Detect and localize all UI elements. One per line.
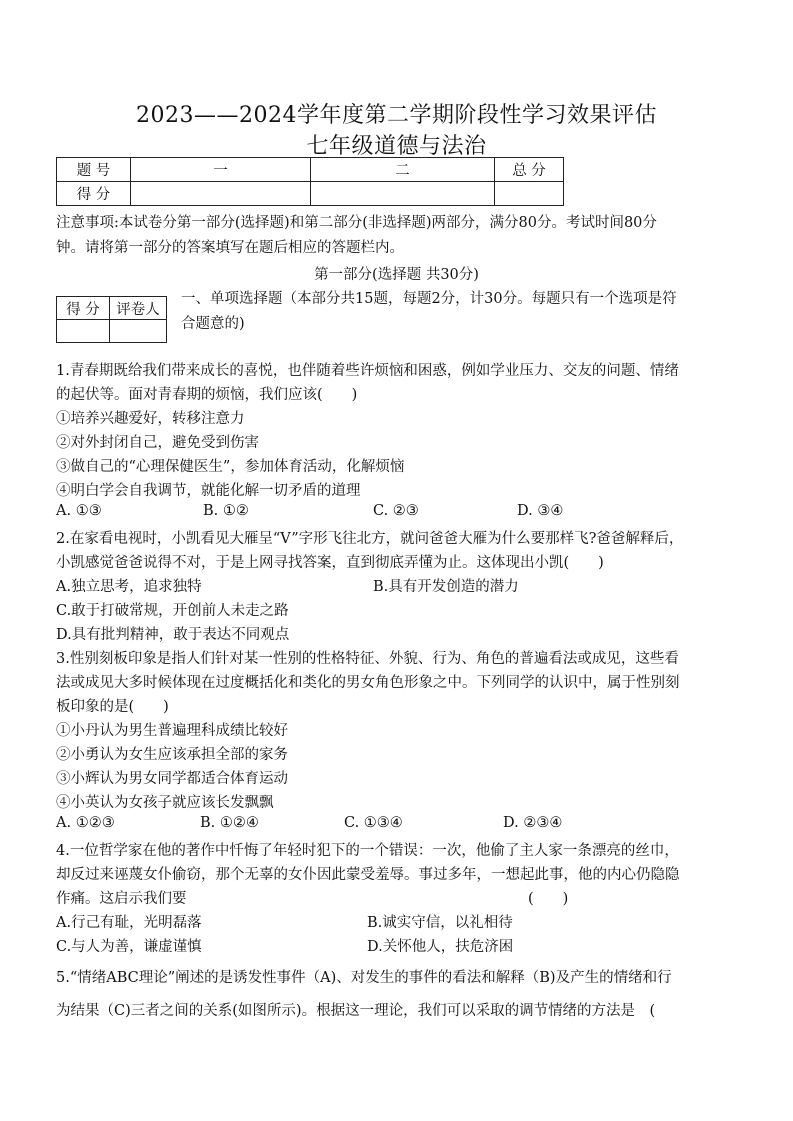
question-1-option-b[interactable]: B. ①② — [203, 503, 249, 519]
question-3-item: ②小勇认为女生应该承担全部的家务 — [56, 747, 288, 763]
score-table-cell-part2: 二 — [311, 158, 495, 182]
question-4-option-b[interactable]: B.诚实守信，以礼相待 — [367, 915, 513, 931]
grader-table-grader-label: 评卷人 — [110, 297, 167, 320]
question-3-item: ①小丹认为男生普遍理科成绩比较好 — [56, 723, 288, 739]
question-2-option-d[interactable]: D.具有批判精神，敢于表达不同观点 — [56, 627, 290, 643]
score-table-blank[interactable] — [311, 182, 495, 206]
question-4-stem: 4.一位哲学家在他的著作中忏悔了年轻时犯下的一个错误：一次，他偷了主人家一条漂亮的丝巾， — [56, 843, 679, 859]
question-4-option-c[interactable]: C.与人为善，谦虚谨慎 — [56, 939, 202, 955]
grader-table — [56, 296, 167, 343]
question-5-stem: 5.“情绪ABC理论”阐述的是诱发性事件（A)、对发生的事件的看法和解释（B)及产生的情绪和行 — [56, 970, 672, 986]
score-table-cell-part1: 一 — [131, 158, 311, 182]
question-3-item: ③小辉认为男女同学都适合体育运动 — [56, 771, 288, 787]
question-2-option-c[interactable]: C.敢于打破常规，开创前人未走之路 — [56, 603, 289, 619]
question-1-stem: 1.青春期既给我们带来成长的喜悦，也伴随着些许烦恼和困惑，例如学业压力、交友的问题、情绪 — [56, 363, 679, 379]
section-instruction: 一、单项选择题（本部分共15题，每题2分，计30分。每题只有一个选项是符 — [181, 291, 677, 307]
question-4-stem: 作痛。这启示我们要 — [56, 891, 187, 907]
part1-heading: 第一部分(选择题 共30分) — [314, 267, 479, 283]
question-4-answer-bracket[interactable]: ( ) — [528, 891, 569, 907]
score-table-cell-question-no: 题 号 — [57, 158, 131, 182]
notice-line: 钟。请将第一部分的答案填写在题后相应的答题栏内。 — [56, 240, 404, 256]
score-table-header-row — [57, 158, 564, 182]
section-instruction: 合题意的) — [181, 316, 245, 332]
question-1-item: ②对外封闭自己，避免受到伤害 — [56, 435, 259, 451]
notice-line: 注意事项:本试卷分第一部分(选择题)和第二部分(非选择题)两部分，满分80分。考试时间80分 — [56, 215, 657, 231]
question-1-stem: 的起伏等。面对青春期的烦恼，我们应该( ) — [56, 387, 358, 403]
question-4-option-d[interactable]: D.关怀他人，扶危济困 — [367, 939, 514, 955]
score-table — [56, 157, 564, 206]
question-2-stem: 2.在家看电视时，小凯看见大雁呈“V”字形飞往北方，就问爸爸大雁为什么要那样飞?爸爸解释后， — [56, 531, 684, 547]
question-3-stem: 3.性别刻板印象是指人们针对某一性别的性格特征、外貌、行为、角色的普遍看法或成见，这些看 — [56, 651, 679, 667]
question-1-item: ④明白学会自我调节，就能化解一切矛盾的道理 — [56, 483, 361, 499]
question-1-item: ③做自己的“心理保健医生”，参加体育活动，化解烦恼 — [56, 459, 405, 475]
grader-table-blank[interactable] — [110, 320, 167, 343]
question-2-option-a[interactable]: A.独立思考，追求独特 — [56, 579, 202, 595]
score-table-cell-score-label: 得 分 — [57, 182, 131, 206]
question-1-item: ①培养兴趣爱好，转移注意力 — [56, 411, 245, 427]
grader-table-score-label: 得 分 — [57, 297, 110, 320]
question-4-option-a[interactable]: A.行己有耻，光明磊落 — [56, 915, 202, 931]
score-table-cell-total: 总 分 — [495, 158, 564, 182]
grader-table-blank[interactable] — [57, 320, 110, 343]
question-3-option-b[interactable]: B. ①②④ — [200, 815, 259, 831]
question-4-stem: 却反过来诬蔑女仆偷窃，那个无辜的女仆因此蒙受羞辱。事过多年，一想起此事，他的内心仍隐隐 — [56, 867, 680, 883]
question-3-option-a[interactable]: A. ①②③ — [56, 815, 115, 831]
exam-title: 2023——2024学年度第二学期阶段性学习效果评估 — [136, 103, 657, 128]
question-3-option-d[interactable]: D. ②③④ — [503, 815, 563, 831]
exam-subtitle: 七年级道德与法治 — [306, 134, 487, 159]
question-2-stem: 小凯感觉爸爸说得不对，于是上网寻找答案，直到彻底弄懂为止。这体现出小凯( ) — [56, 555, 604, 571]
question-2-option-b[interactable]: B.具有开发创造的潜力 — [373, 579, 519, 595]
question-3-option-c[interactable]: C. ①③④ — [344, 815, 403, 831]
question-5-stem: 为结果（C)三者之间的关系(如图所示)。根据这一理论，我们可以采取的调节情绪的方法是 ( — [56, 1003, 656, 1019]
score-table-blank[interactable] — [131, 182, 311, 206]
question-1-option-c[interactable]: C. ②③ — [373, 503, 419, 519]
question-3-stem: 法或成见大多时候体现在过度概括化和类化的男女角色形象之中。下列同学的认识中，属于性别刻 — [56, 675, 680, 691]
question-3-item: ④小英认为女孩子就应该长发飘飘 — [56, 795, 274, 811]
score-table-score-row — [57, 182, 564, 206]
question-1-option-a[interactable]: A. ①③ — [56, 503, 102, 519]
score-table-blank[interactable] — [495, 182, 564, 206]
question-1-option-d[interactable]: D. ③④ — [517, 503, 564, 519]
question-3-stem: 板印象的是( ) — [56, 699, 169, 715]
